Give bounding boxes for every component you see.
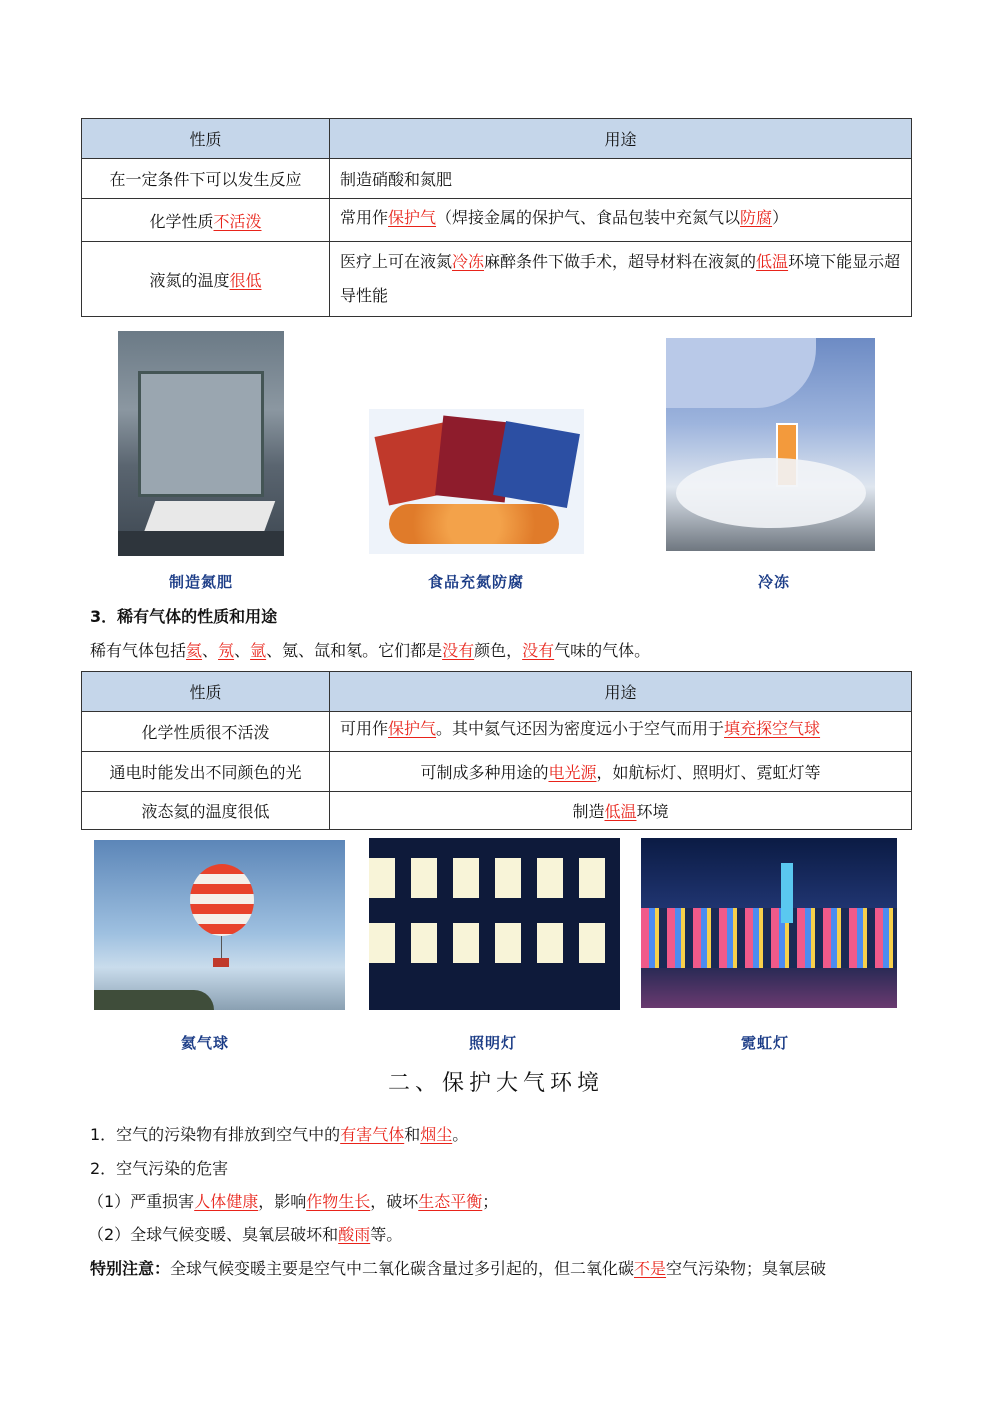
note-paragraph: 特别注意：全球气候变暖主要是空气中二氧化碳含量过多引起的，但二氧化碳不是空气污染物；臭氧层破 [90, 1259, 827, 1278]
image-caption: 氦气球 [180, 1034, 229, 1052]
image-caption: 霓虹灯 [740, 1034, 789, 1052]
liquid-nitrogen-freezing-photo [666, 338, 875, 551]
property-cell: 液态氦的温度很低 [82, 792, 330, 830]
section-heading: 3．稀有气体的性质和用途 [90, 607, 278, 626]
note-label: 特别注意： [90, 1259, 171, 1278]
image-caption: 冷冻 [757, 573, 790, 591]
table-header-property: 性质 [82, 672, 330, 712]
paragraph: 1．空气的污染物有排放到空气中的有害气体和烟尘。 [90, 1125, 469, 1144]
image-caption: 照明灯 [468, 1034, 517, 1052]
table-row [82, 752, 912, 792]
table-row [82, 199, 912, 242]
use-cell: 可制成多种用途的电光源，如航标灯、照明灯、霓虹灯等 [330, 752, 912, 792]
neon-city-night-photo [641, 838, 897, 1008]
table-row [82, 792, 912, 830]
section-title: 二、保护大气环境 [387, 1071, 604, 1096]
use-cell: 制造硝酸和氮肥 [330, 159, 912, 199]
lighting-lamps-photo [369, 838, 620, 1010]
gas-property-table-rare-gases [81, 671, 912, 830]
property-cell: 通电时能发出不同颜色的光 [82, 752, 330, 792]
paragraph: （2）全球气候变暖、臭氧层破坏和酸雨等。 [88, 1225, 403, 1244]
property-cell: 化学性质很不活泼 [82, 712, 330, 752]
table-header-use: 用途 [330, 119, 912, 159]
table-row [82, 159, 912, 199]
table-header-property: 性质 [82, 119, 330, 159]
helium-balloon-photo [94, 840, 345, 1010]
use-cell: 常用作保护气（焊接金属的保护气、食品包装中充氮气以防腐） [330, 199, 912, 242]
use-cell: 医疗上可在液氮冷冻麻醉条件下做手术，超导材料在液氮的低温环境下能显示超导性能 [330, 242, 912, 317]
use-cell: 可用作保护气。其中氦气还因为密度远小于空气而用于填充探空气球 [330, 712, 912, 752]
fertilizer-factory-photo [118, 331, 284, 556]
paragraph: 2．空气污染的危害 [90, 1159, 229, 1178]
property-cell: 液氮的温度很低 [82, 242, 330, 317]
rare-gas-intro: 稀有气体包括氦、氖、氩、氪、氙和氡。它们都是没有颜色，没有气味的气体。 [90, 641, 651, 660]
table-row [82, 712, 912, 752]
food-packaging-photo [369, 409, 584, 554]
table-row [82, 242, 912, 317]
property-cell: 化学性质不活泼 [82, 199, 330, 242]
image-caption: 制造氮肥 [168, 573, 233, 591]
table-header-use: 用途 [330, 672, 912, 712]
property-cell: 在一定条件下可以发生反应 [82, 159, 330, 199]
use-cell: 制造低温环境 [330, 792, 912, 830]
gas-property-table-nitrogen [81, 118, 912, 317]
paragraph: （1）严重损害人体健康，影响作物生长，破坏生态平衡； [88, 1192, 499, 1211]
image-caption: 食品充氮防腐 [427, 573, 524, 591]
